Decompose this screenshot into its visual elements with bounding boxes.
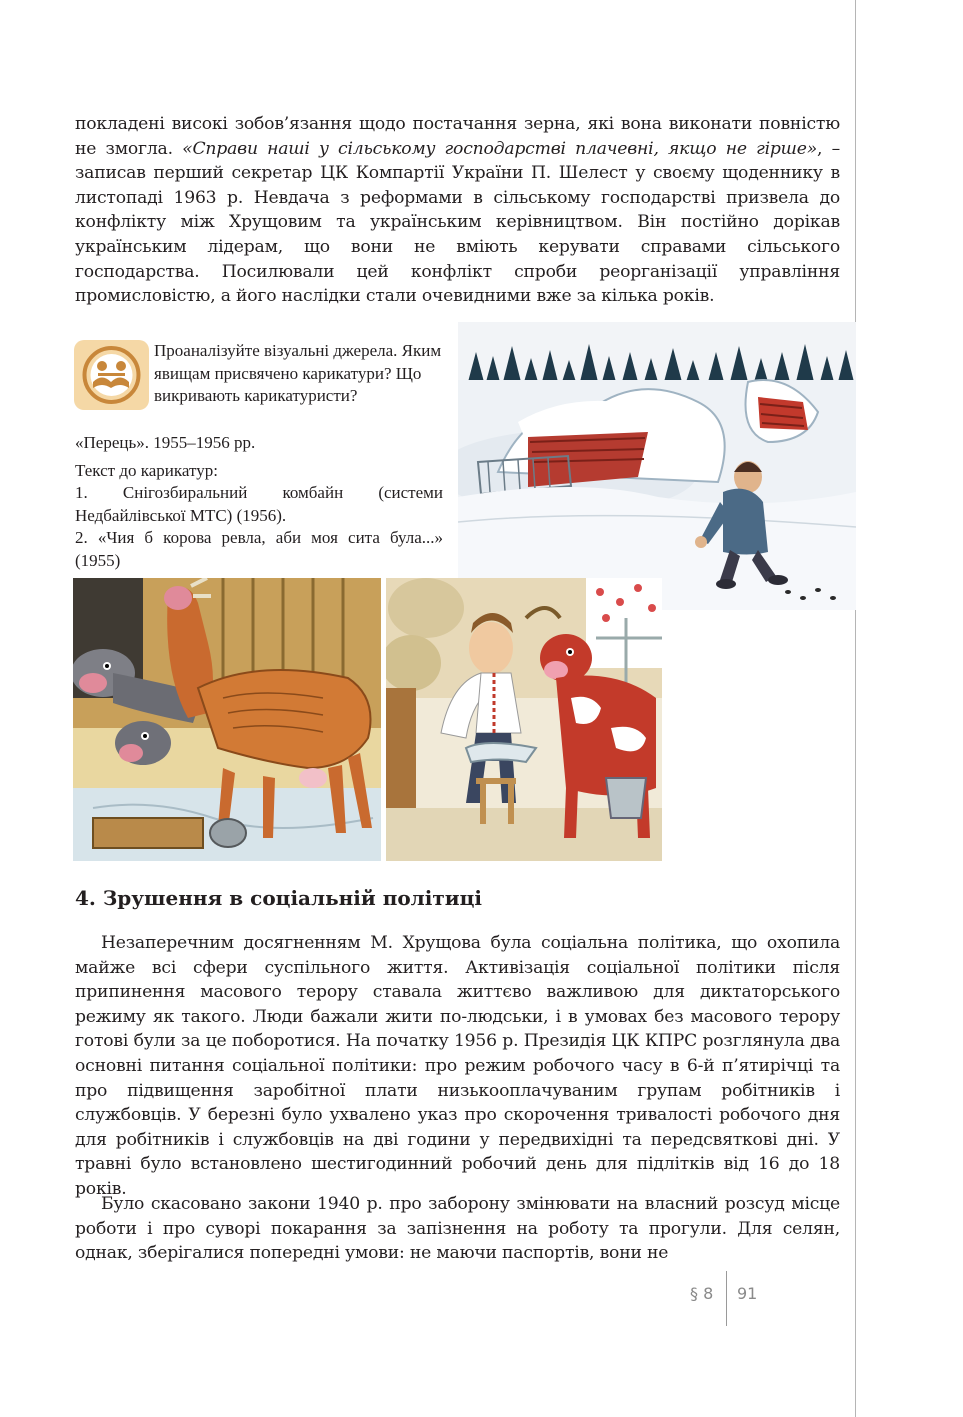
paragraph-labor-laws: Було скасовано закони 1940 р. про заборону змінювати на власний розсуд місце роботи і про суворі покарання за запізнення на роботу та прогули. Для селян, однак, зберігалися попередні умови: не маючи паспортів, вони не [75, 1194, 840, 1264]
caricature-snow-harvester [458, 322, 856, 610]
paragraph-text: покладені високі зобов’язання щодо постачання зерна, які вона виконати повністю не змогла. [75, 114, 840, 159]
diary-quote: «Справи наші у сільському господарстві плачевні, якщо не гірше» [182, 138, 818, 159]
footer-section-number: § 8 [690, 1284, 714, 1303]
caricature-caption-1: 1. Снігозбиральний комбайн (системи Недбайлівської МТС) (1956). [75, 483, 443, 525]
footer-divider [726, 1271, 727, 1326]
caricature-starving-cows [73, 578, 381, 861]
page-number: 91 [737, 1284, 758, 1303]
section-title: 4. Зрушення в соціальній політиці [75, 886, 482, 910]
paragraph-text: , – записав перший секретар ЦК Компартії України П. Шелест у своєму щоденнику в листопаді 1963 р. Невдача з реформами в сільському господарстві призвела до конфлікту між Хрущовим та українським керівництвом. Він постійно дорікав українським лідерам, що вони не вміють керувати справами сільського господарства. Посилювали цей конфлікт спроби реорганізації управління промисловістю, а його наслідки стали очевидними вже за кілька років. [75, 138, 841, 307]
caricature-caption-heading: Текст до карикатур: [75, 461, 218, 480]
paragraph-social-policy: Незаперечним досягненням М. Хрущова була соціальна політика, що охопила майже всі сфери суспільного життя. Активізація соціальної політики після припинення масового терору ставала життєво важливою для диктаторського режиму як такого. Люди бажали жити по-людськи, і в умовах без масового терору готові були за це поборотися. На початку 1956 р. Президія ЦК КПРС розглянула два основні питання соціальної політики: про режим робочого часу в 6-й п’ятирічці та про підвищення заробітної плати низькооплачуваним групам робітників і службовців. У березні було ухвалено указ про скорочення тривалості робочого дня для робітників і службовців на дві години у передвихідні та передсвяткові дні. У травні було встановлено шестигодинний робочий день для підлітків від 16 до 18 років. [75, 933, 840, 1199]
page-edge-line [855, 0, 856, 1417]
task-question: Проаналізуйте візуальні джерела. Яким явищам присвячено карикатури? Що викривають карикатуристи? [154, 341, 442, 405]
caricature-boy-and-cow [386, 578, 662, 861]
task-analyze-icon [74, 340, 149, 410]
caricature-caption-2: 2. «Чия б корова ревла, аби моя сита була...» (1955) [75, 528, 443, 570]
paragraph-intro [75, 112, 840, 309]
caricature-source: «Перець». 1955–1956 рр. [75, 433, 256, 452]
